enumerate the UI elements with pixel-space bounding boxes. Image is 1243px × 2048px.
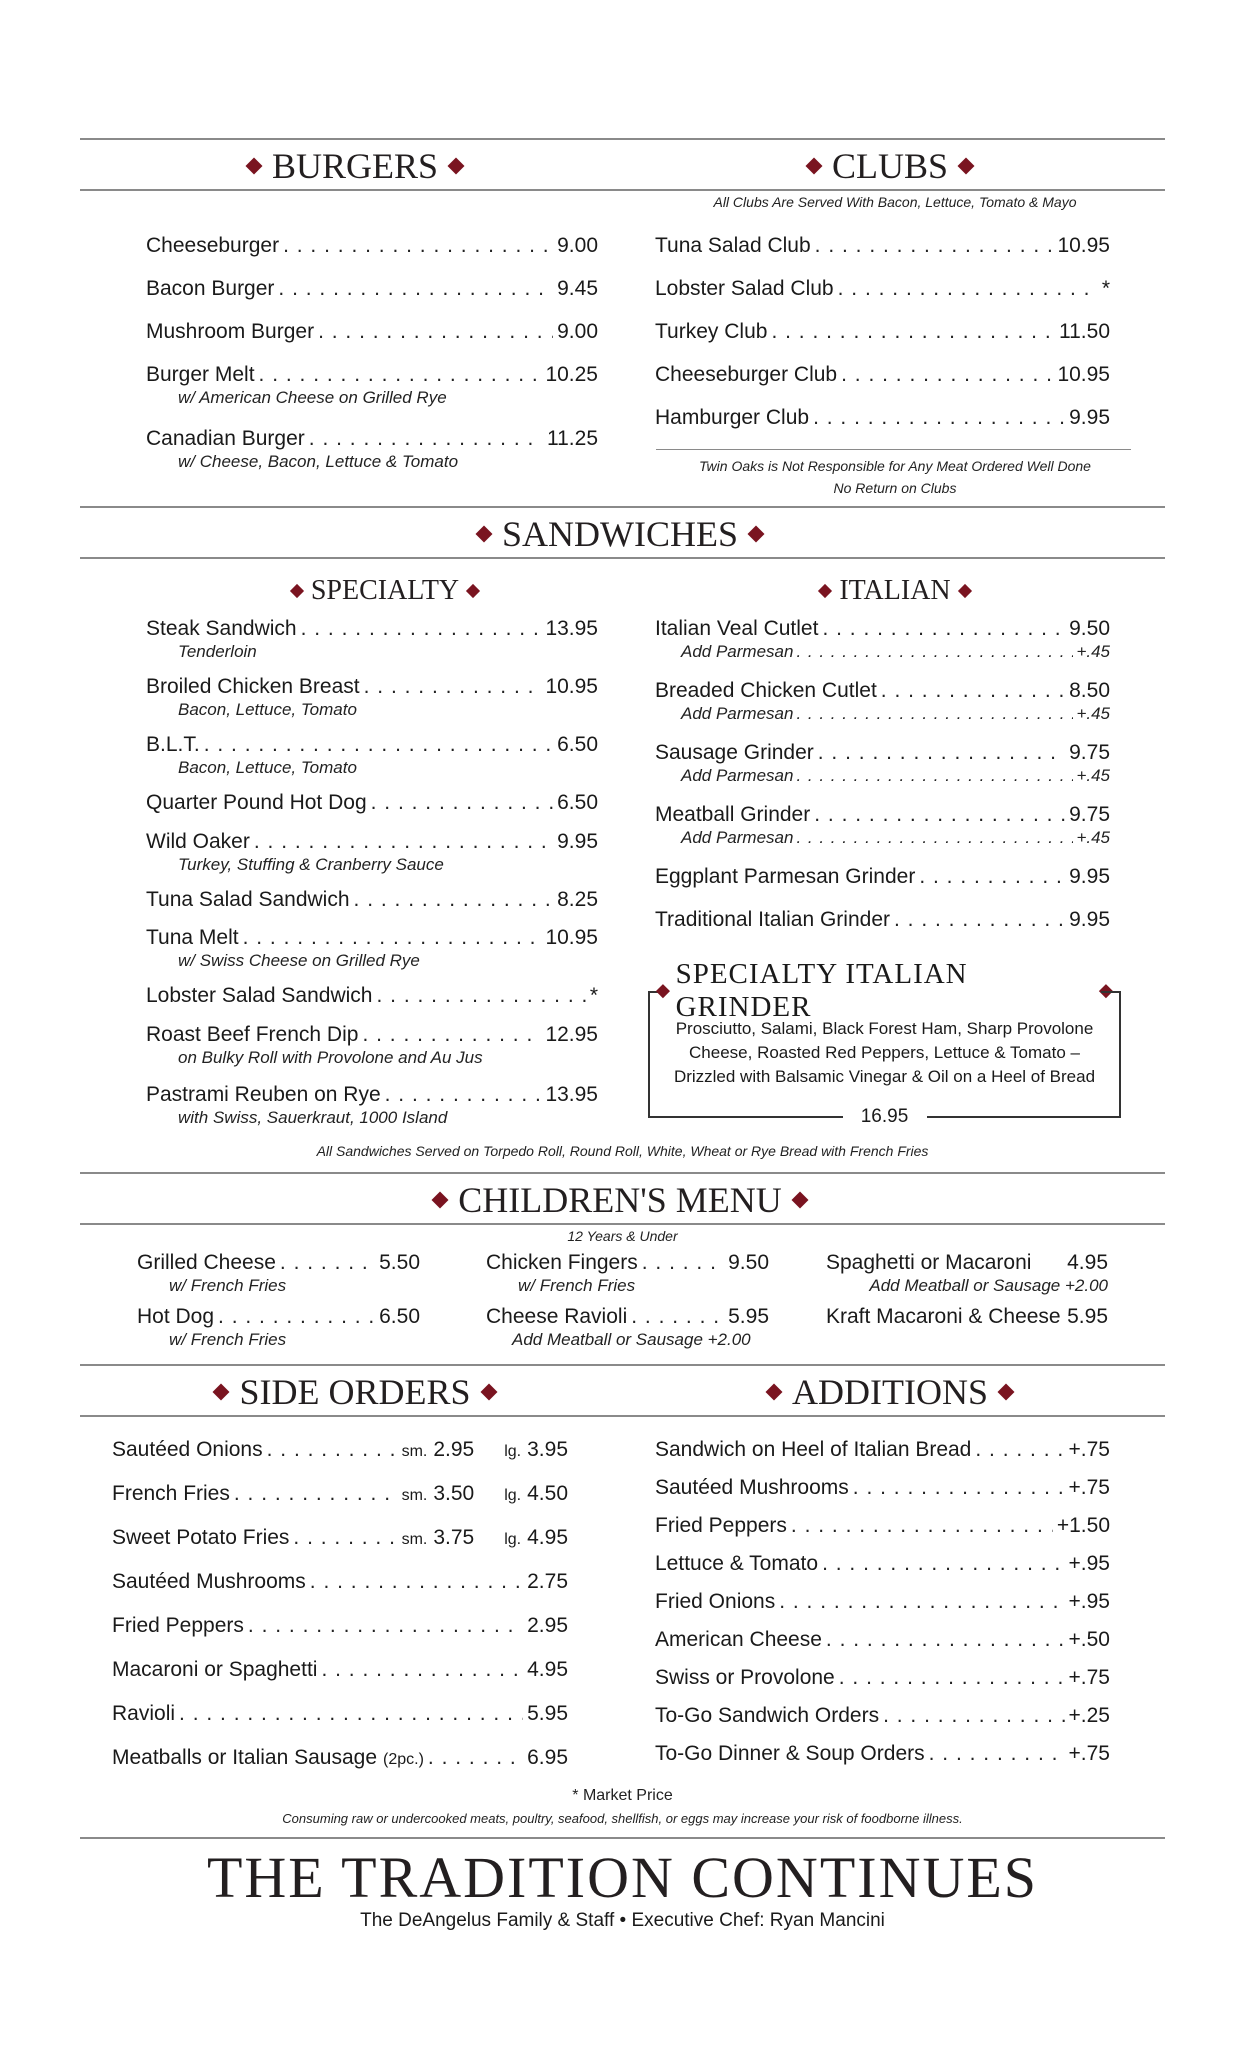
leader-dots xyxy=(796,704,1073,724)
item-price: 9.75 xyxy=(1069,803,1110,826)
item-name: Sandwich on Heel of Italian Bread xyxy=(655,1438,972,1461)
specialty-heading: SPECIALTY xyxy=(220,570,550,612)
section-rule xyxy=(80,1364,1165,1366)
item-name: Pastrami Reuben on Rye xyxy=(146,1083,381,1106)
item-price: +.50 xyxy=(1068,1628,1110,1651)
clubs-subtitle: All Clubs Are Served With Bacon, Lettuce, Tomato & Mayo xyxy=(713,194,1077,210)
leader-dots xyxy=(818,740,1065,766)
section-rule xyxy=(80,557,1165,559)
item-addon xyxy=(655,766,1110,786)
item-price: 9.00 xyxy=(557,234,598,257)
children-heading: CHILDREN'S MENU xyxy=(320,1175,920,1225)
item-name: Burger Melt xyxy=(146,363,255,386)
diamond-icon xyxy=(245,158,262,175)
menu-item xyxy=(655,1513,1110,1553)
item-price: 11.25 xyxy=(547,427,598,450)
item-name: B.L.T. xyxy=(146,733,200,756)
item-price: +1.50 xyxy=(1056,1514,1110,1537)
item-price: 6.50 xyxy=(379,1305,420,1328)
item-price-small: 3.75 xyxy=(433,1526,475,1549)
diamond-icon xyxy=(997,1384,1014,1401)
leader-dots xyxy=(243,925,542,951)
item-price: 10.25 xyxy=(545,363,598,386)
item-name: Ravioli xyxy=(112,1702,176,1725)
menu-item xyxy=(655,1665,1110,1705)
diamond-icon xyxy=(791,1192,808,1209)
leader-dots xyxy=(881,678,1065,704)
diamond-icon xyxy=(480,1384,497,1401)
menu-item xyxy=(112,1701,568,1741)
section-rule xyxy=(80,506,1165,508)
menu-item xyxy=(655,1703,1110,1743)
addon-name: Add Parmesan xyxy=(681,766,794,785)
item-name: Kraft Macaroni & Cheese xyxy=(826,1305,1061,1328)
menu-item xyxy=(655,319,1110,359)
leader-dots xyxy=(259,362,542,388)
leader-dots xyxy=(975,1437,1064,1463)
menu-item xyxy=(112,1569,568,1609)
addon-name: Add Parmesan xyxy=(681,704,794,723)
leader-dots xyxy=(642,1250,724,1276)
item-name: Traditional Italian Grinder xyxy=(655,908,890,931)
leader-dots xyxy=(310,1569,523,1595)
item-price-large: 3.95 xyxy=(527,1438,568,1461)
leader-dots xyxy=(631,1304,724,1330)
diamond-icon xyxy=(290,584,304,598)
leader-dots xyxy=(371,790,554,816)
item-name: Fried Peppers xyxy=(112,1614,244,1637)
menu-item xyxy=(655,405,1110,445)
item-description: w/ French Fries xyxy=(169,1276,287,1295)
grinder-title: SPECIALTY ITALIAN GRINDER xyxy=(650,974,1119,1008)
item-name: Sautéed Mushrooms xyxy=(655,1476,849,1499)
item-price: 10.95 xyxy=(545,926,598,949)
item-addon xyxy=(655,704,1110,724)
item-name: Turkey Club xyxy=(655,320,768,343)
item-price: 11.50 xyxy=(1059,320,1110,343)
diamond-icon xyxy=(1099,984,1113,998)
item-name: Steak Sandwich xyxy=(146,617,297,640)
burgers-heading: BURGERS xyxy=(145,141,565,191)
food-safety-warning: Consuming raw or undercooked meats, poultry, seafood, shellfish, or eggs may increase your risk of foodborne illness. xyxy=(282,1811,963,1826)
leader-dots xyxy=(883,1703,1064,1729)
menu-item xyxy=(112,1525,568,1565)
menu-item xyxy=(655,802,1110,847)
item-name: Lettuce & Tomato xyxy=(655,1552,819,1575)
item-price: * xyxy=(589,984,598,1007)
children-subtitle: 12 Years & Under xyxy=(567,1228,678,1244)
item-name: Breaded Chicken Cutlet xyxy=(655,679,877,702)
item-name: Broiled Chicken Breast xyxy=(146,675,360,698)
item-price: 5.95 xyxy=(527,1702,568,1725)
item-name: American Cheese xyxy=(655,1628,822,1651)
item-price: 6.95 xyxy=(527,1746,568,1769)
leader-dots xyxy=(779,1589,1064,1615)
item-description: w/ Cheese, Bacon, Lettuce & Tomato xyxy=(178,452,459,471)
item-description: Turkey, Stuffing & Cranberry Sauce xyxy=(178,855,444,874)
addon-name: Add Parmesan xyxy=(681,642,794,661)
item-price: 2.95 xyxy=(527,1614,568,1637)
item-description: w/ French Fries xyxy=(518,1276,636,1295)
leader-dots xyxy=(362,1022,541,1048)
leader-dots xyxy=(321,1657,523,1683)
tagline: THE TRADITION CONTINUES xyxy=(206,1845,1039,1910)
leader-dots xyxy=(301,616,542,642)
item-name: Hot Dog xyxy=(137,1305,215,1328)
leader-dots xyxy=(839,1665,1065,1691)
grinder-price-row xyxy=(650,1106,1119,1128)
leader-dots xyxy=(815,233,1054,259)
menu-item xyxy=(655,1437,1110,1477)
item-price-small: 3.50 xyxy=(433,1482,475,1505)
menu-item xyxy=(655,276,1110,316)
item-description: Add Meatball or Sausage +2.00 xyxy=(512,1330,751,1349)
leader-dots xyxy=(364,674,542,700)
menu-item xyxy=(146,732,598,777)
item-description: Tenderloin xyxy=(178,642,257,661)
clubs-note: No Return on Clubs xyxy=(833,480,957,496)
item-name: Canadian Burger xyxy=(146,427,305,450)
item-price: 10.95 xyxy=(545,675,598,698)
size-label: sm. xyxy=(401,1531,428,1548)
diamond-icon xyxy=(448,158,465,175)
item-price: 9.95 xyxy=(557,830,598,853)
size-label: lg. xyxy=(504,1443,522,1460)
leader-dots xyxy=(204,732,553,758)
menu-item xyxy=(112,1481,568,1521)
clubs-note-rule xyxy=(656,449,1131,450)
item-name: Sautéed Onions xyxy=(112,1438,263,1461)
item-name: Roast Beef French Dip xyxy=(146,1023,359,1046)
menu-item xyxy=(146,426,598,471)
market-price-note: * Market Price xyxy=(572,1787,673,1804)
section-rule xyxy=(80,1172,1165,1174)
item-name: Cheeseburger xyxy=(146,234,280,257)
menu-item xyxy=(146,790,598,830)
item-price: 4.95 xyxy=(527,1658,568,1681)
top-rule xyxy=(80,138,1165,140)
leader-dots xyxy=(248,1613,523,1639)
additions-heading: ADDITIONS xyxy=(680,1367,1100,1417)
item-name: Spaghetti or Macaroni xyxy=(826,1251,1032,1274)
item-price: 9.50 xyxy=(1069,617,1110,640)
item-addon xyxy=(655,642,1110,662)
leader-dots xyxy=(796,828,1073,848)
section-rule xyxy=(80,1415,1165,1417)
leader-dots xyxy=(254,829,553,855)
item-price: 5.50 xyxy=(379,1251,420,1274)
menu-item xyxy=(655,362,1110,402)
item-name: Fried Peppers xyxy=(655,1514,787,1537)
leader-dots xyxy=(791,1513,1053,1539)
addon-price: +.45 xyxy=(1076,828,1110,847)
diamond-icon xyxy=(766,1384,783,1401)
item-price: 5.95 xyxy=(728,1305,769,1328)
diamond-icon xyxy=(656,984,670,998)
item-name: Meatballs or Italian Sausage xyxy=(112,1746,377,1769)
clubs-note: Twin Oaks is Not Responsible for Any Meat Ordered Well Done xyxy=(699,458,1091,474)
item-name: Wild Oaker xyxy=(146,830,250,853)
leader-dots xyxy=(179,1701,523,1727)
leader-dots xyxy=(293,1525,397,1551)
menu-item xyxy=(826,1250,1108,1295)
menu-item xyxy=(146,616,598,661)
menu-item xyxy=(146,362,598,407)
menu-item xyxy=(146,276,598,316)
item-price: 10.95 xyxy=(1057,234,1110,257)
item-price: +.95 xyxy=(1068,1552,1110,1575)
menu-item xyxy=(146,233,598,273)
item-price: 9.75 xyxy=(1069,741,1110,764)
item-description: w/ American Cheese on Grilled Rye xyxy=(178,388,447,407)
section-rule xyxy=(80,189,1165,191)
clubs-heading: CLUBS xyxy=(680,141,1100,191)
item-price: 9.00 xyxy=(557,320,598,343)
menu-item xyxy=(137,1250,420,1295)
menu-item xyxy=(655,907,1110,947)
item-name: Sautéed Mushrooms xyxy=(112,1570,306,1593)
leader-dots xyxy=(822,616,1065,642)
item-price-small: 2.95 xyxy=(433,1438,475,1461)
leader-dots xyxy=(218,1304,375,1330)
menu-item xyxy=(655,1741,1110,1781)
item-name: Swiss or Provolone xyxy=(655,1666,835,1689)
size-label: lg. xyxy=(504,1531,522,1548)
item-price: 8.50 xyxy=(1069,679,1110,702)
italian-heading: ITALIAN xyxy=(730,570,1060,612)
leader-dots xyxy=(309,426,543,452)
item-quantity: (2pc.) xyxy=(383,1751,424,1768)
leader-dots xyxy=(385,1082,542,1108)
menu-item xyxy=(486,1250,769,1295)
item-name: Tuna Melt xyxy=(146,926,239,949)
item-description: on Bulky Roll with Provolone and Au Jus xyxy=(178,1048,483,1067)
menu-item xyxy=(146,319,598,359)
item-price: +.75 xyxy=(1068,1666,1110,1689)
sandwiches-heading: SANDWICHES xyxy=(320,509,920,559)
item-price: 9.95 xyxy=(1069,908,1110,931)
menu-item xyxy=(137,1304,420,1349)
item-price: * xyxy=(1101,277,1110,300)
item-price-large: 4.95 xyxy=(527,1526,568,1549)
size-label: sm. xyxy=(401,1487,428,1504)
item-price: 6.50 xyxy=(557,791,598,814)
leader-dots xyxy=(841,362,1053,388)
diamond-icon xyxy=(432,1192,449,1209)
size-label: sm. xyxy=(401,1443,428,1460)
item-description: with Swiss, Sauerkraut, 1000 Island xyxy=(178,1108,448,1127)
diamond-icon xyxy=(818,584,832,598)
diamond-icon xyxy=(748,526,765,543)
item-price-large: 4.50 xyxy=(527,1482,568,1505)
item-price: 9.95 xyxy=(1069,406,1110,429)
item-price: 10.95 xyxy=(1057,363,1110,386)
leader-dots xyxy=(796,766,1073,786)
item-name: Cheese Ravioli xyxy=(486,1305,628,1328)
leader-dots xyxy=(796,642,1073,662)
item-name: Grilled Cheese xyxy=(137,1251,276,1274)
leader-dots xyxy=(280,1250,375,1276)
menu-item xyxy=(826,1304,1108,1344)
leader-dots xyxy=(919,864,1065,890)
menu-item xyxy=(655,678,1110,723)
leader-dots xyxy=(234,1481,398,1507)
grinder-price: 16.95 xyxy=(843,1106,927,1128)
diamond-icon xyxy=(805,158,822,175)
menu-item xyxy=(655,1475,1110,1515)
menu-item xyxy=(655,1551,1110,1591)
menu-item xyxy=(486,1304,769,1349)
item-name: Eggplant Parmesan Grinder xyxy=(655,865,916,888)
item-price: 9.50 xyxy=(728,1251,769,1274)
leader-dots xyxy=(267,1437,398,1463)
item-name: Macaroni or Spaghetti xyxy=(112,1658,318,1681)
diamond-icon xyxy=(958,584,972,598)
diamond-icon xyxy=(958,158,975,175)
item-name: Tuna Salad Sandwich xyxy=(146,888,350,911)
item-name: Lobster Salad Sandwich xyxy=(146,984,373,1007)
leader-dots xyxy=(929,1741,1065,1767)
leader-dots xyxy=(318,319,553,345)
item-name: Sweet Potato Fries xyxy=(112,1526,290,1549)
leader-dots xyxy=(813,405,1065,431)
item-description: Add Meatball or Sausage +2.00 xyxy=(869,1276,1108,1295)
leader-dots xyxy=(822,1551,1064,1577)
size-label: lg. xyxy=(504,1487,522,1504)
menu-item xyxy=(655,233,1110,273)
menu-item xyxy=(655,1589,1110,1629)
item-name: Sausage Grinder xyxy=(655,741,814,764)
menu-item xyxy=(655,616,1110,661)
item-price: 9.95 xyxy=(1069,865,1110,888)
menu-item xyxy=(655,740,1110,785)
menu-item xyxy=(146,983,598,1023)
item-description: w/ Swiss Cheese on Grilled Rye xyxy=(178,951,420,970)
leader-dots xyxy=(428,1745,523,1771)
addon-price: +.45 xyxy=(1076,704,1110,723)
menu-item xyxy=(146,925,598,970)
item-addon xyxy=(655,828,1110,848)
specialty-grinder-box xyxy=(648,958,1121,1127)
leader-dots xyxy=(894,907,1065,933)
sides-heading: SIDE ORDERS xyxy=(145,1367,565,1417)
menu-item xyxy=(146,1082,598,1127)
item-price: 9.45 xyxy=(557,277,598,300)
menu-item xyxy=(112,1437,568,1477)
item-price: 6.50 xyxy=(557,733,598,756)
menu-item xyxy=(146,1022,598,1067)
leader-dots xyxy=(838,276,1098,302)
menu-item xyxy=(146,674,598,719)
item-name: Cheeseburger Club xyxy=(655,363,838,386)
item-price: 8.25 xyxy=(557,888,598,911)
item-price: +.95 xyxy=(1068,1590,1110,1613)
item-name: Meatball Grinder xyxy=(655,803,811,826)
item-price: 13.95 xyxy=(545,617,598,640)
footer-rule xyxy=(80,1837,1165,1839)
item-name: Hamburger Club xyxy=(655,406,810,429)
addon-price: +.45 xyxy=(1076,766,1110,785)
leader-dots xyxy=(853,1475,1065,1501)
item-price: 2.75 xyxy=(527,1570,568,1593)
item-name: Tuna Salad Club xyxy=(655,234,811,257)
item-name: Bacon Burger xyxy=(146,277,275,300)
item-price: +.25 xyxy=(1068,1704,1110,1727)
item-price: 13.95 xyxy=(545,1083,598,1106)
item-description: Bacon, Lettuce, Tomato xyxy=(178,700,357,719)
item-name: To-Go Sandwich Orders xyxy=(655,1704,880,1727)
item-price: +.75 xyxy=(1068,1742,1110,1765)
leader-dots xyxy=(814,802,1065,828)
item-price: 12.95 xyxy=(545,1023,598,1046)
leader-dots xyxy=(771,319,1055,345)
menu-item xyxy=(112,1657,568,1697)
menu-item xyxy=(655,1627,1110,1667)
item-name: Chicken Fingers xyxy=(486,1251,638,1274)
sandwiches-footnote: All Sandwiches Served on Torpedo Roll, Round Roll, White, Wheat or Rye Bread with French Fries xyxy=(316,1143,929,1159)
menu-item xyxy=(655,864,1110,904)
item-name: Mushroom Burger xyxy=(146,320,315,343)
item-description: w/ French Fries xyxy=(169,1330,287,1349)
menu-item xyxy=(146,887,598,927)
menu-item xyxy=(112,1745,568,1785)
menu-item xyxy=(112,1613,568,1653)
diamond-icon xyxy=(475,526,492,543)
leader-dots xyxy=(283,233,553,259)
item-name: French Fries xyxy=(112,1482,230,1505)
item-name: Quarter Pound Hot Dog xyxy=(146,791,367,814)
leader-dots xyxy=(826,1627,1065,1653)
leader-dots xyxy=(354,887,554,913)
diamond-icon xyxy=(466,584,480,598)
diamond-icon xyxy=(213,1384,230,1401)
credits: The DeAngelus Family & Staff • Executive Chef: Ryan Mancini xyxy=(360,1910,885,1931)
item-name: Lobster Salad Club xyxy=(655,277,834,300)
grinder-description: Prosciutto, Salami, Black Forest Ham, Sharp Provolone Cheese, Roasted Red Peppers, Lettuce & Tomato – Drizzled with Balsamic Vinegar & Oil on a Heel of Bread xyxy=(673,1019,1096,1086)
item-name: Italian Veal Cutlet xyxy=(655,617,819,640)
section-rule xyxy=(80,1223,1165,1225)
item-price: 5.95 xyxy=(1067,1305,1108,1328)
leader-dots xyxy=(376,983,585,1009)
item-name: To-Go Dinner & Soup Orders xyxy=(655,1742,925,1765)
item-price: +.75 xyxy=(1068,1476,1110,1499)
item-price: +.75 xyxy=(1068,1438,1110,1461)
leader-dots xyxy=(278,276,553,302)
item-price: 4.95 xyxy=(1067,1251,1108,1274)
addon-price: +.45 xyxy=(1076,642,1110,661)
item-description: Bacon, Lettuce, Tomato xyxy=(178,758,357,777)
addon-name: Add Parmesan xyxy=(681,828,794,847)
item-name: Fried Onions xyxy=(655,1590,776,1613)
menu-item xyxy=(146,829,598,874)
